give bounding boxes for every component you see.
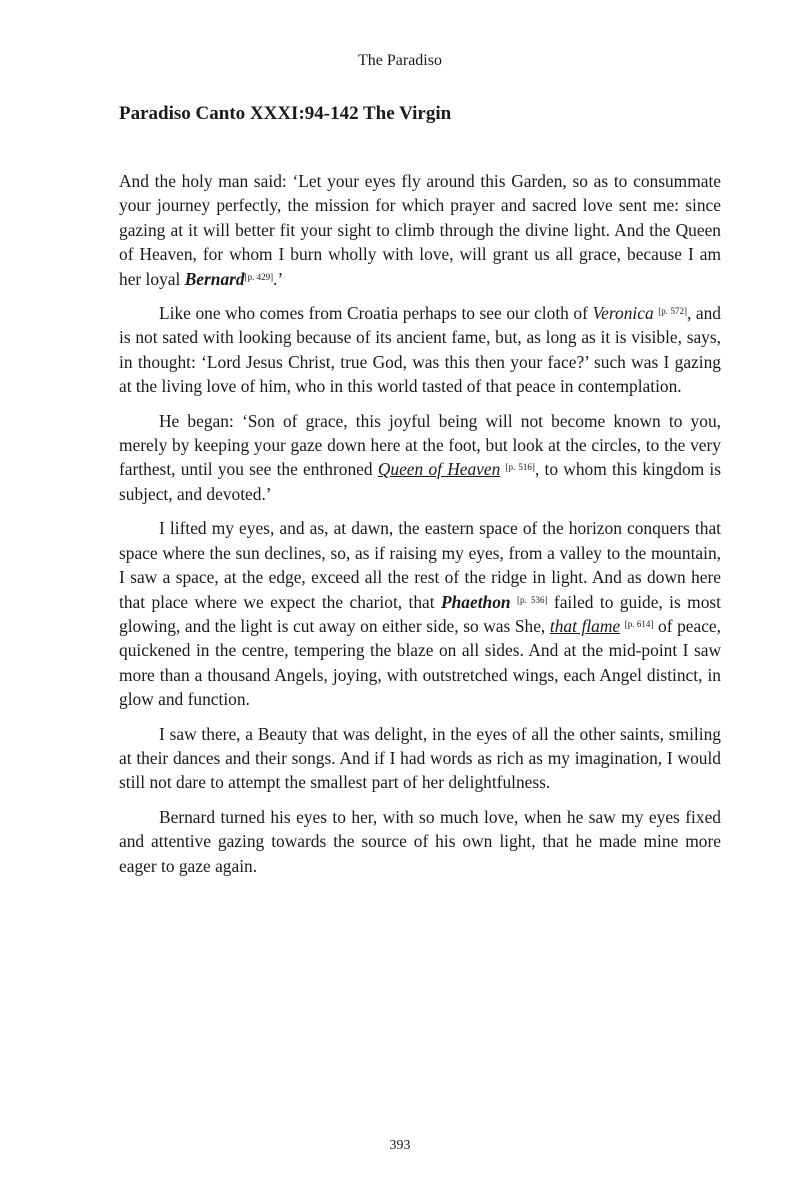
page-number: 393 (389, 1138, 411, 1153)
veronica-page-ref[interactable]: [p. 572] (658, 306, 687, 317)
bernard-link[interactable]: Bernard (184, 268, 245, 289)
paragraph-2-text: Like one who comes from Croatia perhaps to see our cloth of (159, 303, 593, 324)
paragraph-3 (119, 409, 721, 507)
paragraph-5: I saw there, a Beauty that was delight, in the eyes of all the other saints, smiling at their dances and their songs. And if I had words as rich as my imagination, I would still not dare to attempt the smallest part of her delightfulness. (119, 723, 721, 793)
paragraph-4-middle: failed to guide, is most glowing, and the light is cut away on either side, so was She, (119, 591, 721, 636)
running-head: The Paradiso (358, 52, 442, 69)
paragraph-1-text: And the holy man said: ‘Let your eyes fly around this Garden, so as to consummate your journey perfectly, the mission for which prayer and sacred love sent me: since gazing at it will better fit your sight to climb through the divine light. And the Queen of Heaven, for whom I burn wholly with love, will grant us all grace, because I am her loyal (119, 171, 721, 289)
paragraph-4 (119, 516, 721, 711)
paragraph-2-tail: , and is not sated with looking because of its ancient fame, but, as long as it is visible, says, in thought: ‘Lord Jesus Christ, true God, was this then your face?’ such was I gazing at the living love of him, who in this world tasted of that peace in contemplation. (119, 303, 721, 397)
that-flame-link[interactable]: that flame (549, 615, 621, 636)
paragraph-1 (119, 169, 721, 291)
body-text (119, 169, 721, 888)
paragraph-6: Bernard turned his eyes to her, with so much love, when he saw my eyes fixed and attentive gazing towards the source of his own light, that he made mine more eager to gaze again. (119, 806, 721, 876)
queen-of-heaven-link[interactable]: Queen of Heaven (377, 459, 501, 480)
paragraph-3-tail: , to whom this kingdom is subject, and devoted.’ (119, 459, 721, 504)
veronica-link[interactable]: Veronica (592, 303, 654, 324)
paragraph-4-tail: of peace, quickened in the centre, tempering the blaze on all sides. And at the mid-point I saw more than a thousand Angels, joying, with outstretched wings, each Angel distinct, in glow and function. (119, 615, 721, 710)
queen-of-heaven-page-ref[interactable]: [p. 516] (505, 462, 535, 473)
paragraph-4-text: I lifted my eyes, and as, at dawn, the eastern space of the horizon conquers that space where the sun declines, so, as if raising my eyes, from a valley to the mountain, I saw a space, at the edge, exceed all the rest of the ridge in light. And as down here that place where we expect the chariot, that (119, 518, 721, 612)
bernard-page-ref[interactable]: [p. 429] (244, 271, 274, 282)
paragraph-3-text: He began: ‘Son of grace, this joyful being will not become known to you, merely by keeping your gaze down here at the foot, but look at the circles, to the very farthest, until you see the enthroned (119, 410, 721, 480)
phaethon-link[interactable]: Phaethon (440, 591, 511, 612)
phaethon-page-ref[interactable]: [p. 536] (516, 594, 548, 605)
chapter-title: Paradiso Canto XXXI:94-142 The Virgin (119, 103, 452, 124)
paragraph-2 (119, 301, 721, 399)
paragraph-1-tail: .’ (273, 268, 284, 289)
that-flame-page-ref[interactable]: [p. 614] (624, 618, 654, 629)
